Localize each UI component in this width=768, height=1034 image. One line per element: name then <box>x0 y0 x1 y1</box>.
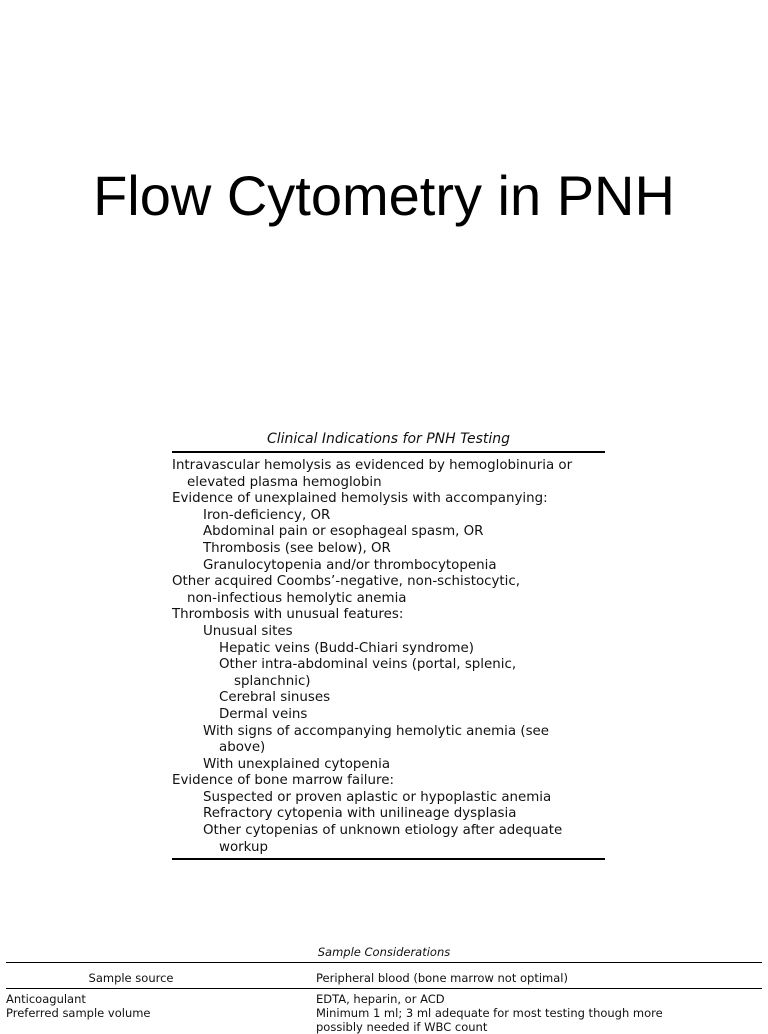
sample-row-label: Anticoagulant <box>6 992 86 1006</box>
list-item: With unexplained cytopenia <box>203 756 391 772</box>
sample-row-value: Minimum 1 ml; 3 ml adequate for most testing though more <box>316 1006 663 1020</box>
list-item: Iron-deficiency, OR <box>203 507 331 523</box>
list-item: Evidence of unexplained hemolysis with accompanying: <box>172 491 548 507</box>
list-item: Granulocytopenia and/or thrombocytopenia <box>203 557 497 573</box>
sample-table-top-rule <box>6 962 762 963</box>
list-item: above) <box>219 740 266 756</box>
sample-row-label: Preferred sample volume <box>6 1006 151 1020</box>
sample-row-value: possibly needed if WBC count <box>316 1020 488 1034</box>
clinical-table-top-rule <box>172 451 605 453</box>
sample-header-label: Sample source <box>88 971 174 985</box>
clinical-indications-list <box>172 458 605 856</box>
list-item: Abdominal pain or esophageal spasm, OR <box>203 524 484 540</box>
list-item: Dermal veins <box>219 706 308 722</box>
sample-row-value: EDTA, heparin, or ACD <box>316 992 445 1006</box>
sample-table-caption: Sample Considerations <box>317 945 451 959</box>
list-item: Thrombosis (see below), OR <box>203 540 391 556</box>
list-item: Unusual sites <box>203 623 293 639</box>
list-item: Suspected or proven aplastic or hypoplastic anemia <box>203 789 552 805</box>
clinical-table-caption: Clinical Indications for PNH Testing <box>266 431 510 447</box>
list-item: Other intra-abdominal veins (portal, splenic, <box>219 657 517 673</box>
list-item: Other acquired Coombs’-negative, non-schistocytic, <box>172 574 521 590</box>
list-item: Hepatic veins (Budd-Chiari syndrome) <box>219 640 474 656</box>
list-item: Refractory cytopenia with unilineage dysplasia <box>203 806 517 822</box>
slide-title: Flow Cytometry in PNH <box>93 164 675 227</box>
list-item: non-infectious hemolytic anemia <box>187 590 407 606</box>
list-item: Cerebral sinuses <box>219 690 331 706</box>
list-item: Evidence of bone marrow failure: <box>172 773 394 789</box>
sample-table-header-rule <box>6 988 762 989</box>
list-item: Intravascular hemolysis as evidenced by hemoglobinuria or <box>172 458 573 473</box>
list-item: Other cytopenias of unknown etiology after adequate <box>203 823 563 839</box>
list-item: Thrombosis with unusual features: <box>172 607 404 623</box>
list-item: With signs of accompanying hemolytic anemia (see <box>203 723 550 739</box>
sample-header-value: Peripheral blood (bone marrow not optimal) <box>316 971 568 985</box>
list-item: splanchnic) <box>234 673 311 689</box>
clinical-table-bottom-rule <box>172 858 605 860</box>
list-item: elevated plasma hemoglobin <box>187 474 382 490</box>
list-item: workup <box>219 839 268 855</box>
